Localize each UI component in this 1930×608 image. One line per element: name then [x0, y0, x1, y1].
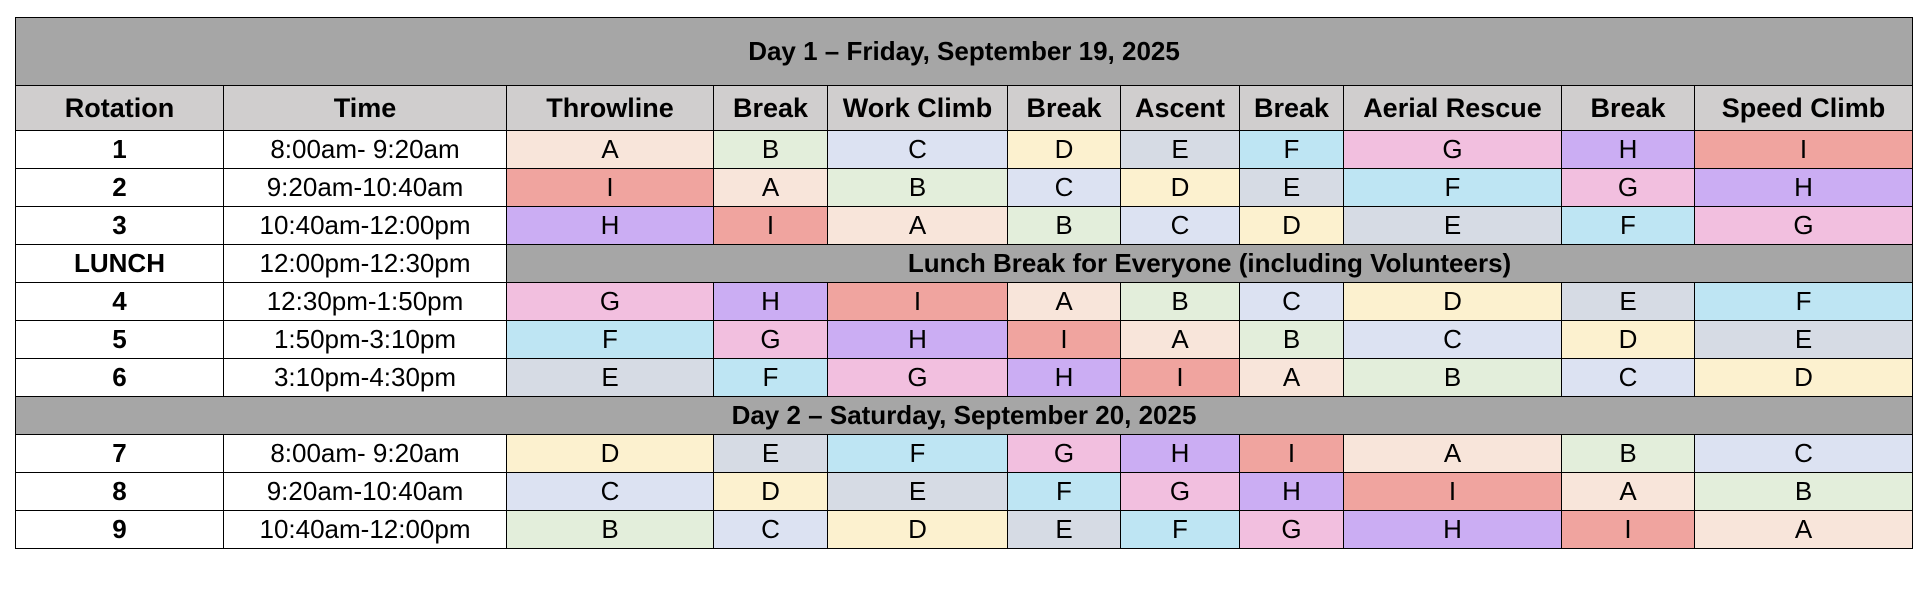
rotation-number: 6	[16, 359, 224, 397]
group-cell: I	[828, 283, 1008, 321]
group-cell: I	[1562, 511, 1695, 549]
group-cell: A	[507, 131, 714, 169]
group-cell: B	[1240, 321, 1344, 359]
header-rotation: Rotation	[16, 86, 224, 131]
rotation-row	[16, 283, 1913, 321]
header-aerial-rescue: Aerial Rescue	[1344, 86, 1562, 131]
group-cell: C	[1695, 435, 1913, 473]
group-cell: F	[828, 435, 1008, 473]
rotation-time: 9:20am-10:40am	[224, 473, 507, 511]
group-cell: G	[714, 321, 828, 359]
group-cell: H	[1008, 359, 1121, 397]
rotation-row	[16, 359, 1913, 397]
group-cell: G	[1562, 169, 1695, 207]
rotation-time: 1:50pm-3:10pm	[224, 321, 507, 359]
group-cell: D	[1240, 207, 1344, 245]
rotation-number: 9	[16, 511, 224, 549]
group-cell: G	[1344, 131, 1562, 169]
rotation-row	[16, 207, 1913, 245]
rotation-time: 3:10pm-4:30pm	[224, 359, 507, 397]
group-cell: G	[1695, 207, 1913, 245]
header-row	[16, 86, 1913, 131]
day2-title: Day 2 – Saturday, September 20, 2025	[16, 397, 1913, 435]
group-cell: H	[1240, 473, 1344, 511]
group-cell: D	[1562, 321, 1695, 359]
day1-title: Day 1 – Friday, September 19, 2025	[16, 18, 1913, 86]
group-cell: A	[1695, 511, 1913, 549]
group-cell: H	[507, 207, 714, 245]
header-time: Time	[224, 86, 507, 131]
rotation-time: 12:30pm-1:50pm	[224, 283, 507, 321]
group-cell: C	[1240, 283, 1344, 321]
rotation-number: 8	[16, 473, 224, 511]
group-cell: H	[828, 321, 1008, 359]
group-cell: B	[828, 169, 1008, 207]
rotation-number: 5	[16, 321, 224, 359]
group-cell: A	[714, 169, 828, 207]
group-cell: B	[1695, 473, 1913, 511]
group-cell: E	[507, 359, 714, 397]
day1-banner-row	[16, 18, 1913, 86]
group-cell: A	[828, 207, 1008, 245]
lunch-label: LUNCH	[16, 245, 224, 283]
header-break-3: Break	[1240, 86, 1344, 131]
group-cell: I	[1695, 131, 1913, 169]
group-cell: F	[1121, 511, 1240, 549]
group-cell: F	[507, 321, 714, 359]
group-cell: G	[507, 283, 714, 321]
group-cell: A	[1008, 283, 1121, 321]
group-cell: F	[714, 359, 828, 397]
group-cell: C	[1008, 169, 1121, 207]
group-cell: E	[1562, 283, 1695, 321]
group-cell: H	[714, 283, 828, 321]
group-cell: B	[714, 131, 828, 169]
group-cell: C	[1562, 359, 1695, 397]
group-cell: I	[507, 169, 714, 207]
group-cell: E	[828, 473, 1008, 511]
header-throwline: Throwline	[507, 86, 714, 131]
rotation-row	[16, 131, 1913, 169]
group-cell: B	[1008, 207, 1121, 245]
header-speed-climb: Speed Climb	[1695, 86, 1913, 131]
rotation-time: 10:40am-12:00pm	[224, 207, 507, 245]
group-cell: A	[1344, 435, 1562, 473]
rotation-row	[16, 511, 1913, 549]
group-cell: G	[1240, 511, 1344, 549]
rotation-time: 10:40am-12:00pm	[224, 511, 507, 549]
group-cell: C	[1344, 321, 1562, 359]
rotation-number: 4	[16, 283, 224, 321]
header-break-2: Break	[1008, 86, 1121, 131]
group-cell: I	[1344, 473, 1562, 511]
rotation-row	[16, 473, 1913, 511]
rotation-time: 8:00am- 9:20am	[224, 435, 507, 473]
group-cell: E	[714, 435, 828, 473]
group-cell: D	[1121, 169, 1240, 207]
group-cell: D	[1344, 283, 1562, 321]
rotation-number: 1	[16, 131, 224, 169]
group-cell: D	[507, 435, 714, 473]
group-cell: B	[507, 511, 714, 549]
group-cell: D	[714, 473, 828, 511]
group-cell: G	[1008, 435, 1121, 473]
group-cell: H	[1344, 511, 1562, 549]
group-cell: E	[1240, 169, 1344, 207]
group-cell: G	[1121, 473, 1240, 511]
rotation-row	[16, 435, 1913, 473]
rotation-row	[16, 321, 1913, 359]
group-cell: I	[1008, 321, 1121, 359]
group-cell: I	[1121, 359, 1240, 397]
header-break-1: Break	[714, 86, 828, 131]
header-work-climb: Work Climb	[828, 86, 1008, 131]
group-cell: F	[1695, 283, 1913, 321]
group-cell: E	[1121, 131, 1240, 169]
group-cell: E	[1344, 207, 1562, 245]
group-cell: B	[1344, 359, 1562, 397]
group-cell: I	[714, 207, 828, 245]
group-cell: H	[1121, 435, 1240, 473]
rotation-number: 3	[16, 207, 224, 245]
group-cell: C	[714, 511, 828, 549]
header-break-4: Break	[1562, 86, 1695, 131]
rotation-row	[16, 169, 1913, 207]
group-cell: C	[1121, 207, 1240, 245]
rotation-time: 9:20am-10:40am	[224, 169, 507, 207]
group-cell: F	[1562, 207, 1695, 245]
header-ascent: Ascent	[1121, 86, 1240, 131]
group-cell: F	[1240, 131, 1344, 169]
group-cell: D	[828, 511, 1008, 549]
group-cell: I	[1240, 435, 1344, 473]
rotation-number: 7	[16, 435, 224, 473]
group-cell: A	[1121, 321, 1240, 359]
group-cell: F	[1344, 169, 1562, 207]
group-cell: A	[1240, 359, 1344, 397]
group-cell: C	[828, 131, 1008, 169]
group-cell: D	[1008, 131, 1121, 169]
rotation-time: 8:00am- 9:20am	[224, 131, 507, 169]
group-cell: B	[1562, 435, 1695, 473]
group-cell: G	[828, 359, 1008, 397]
group-cell: E	[1695, 321, 1913, 359]
day2-banner-row	[16, 397, 1913, 435]
lunch-time: 12:00pm-12:30pm	[224, 245, 507, 283]
group-cell: H	[1562, 131, 1695, 169]
group-cell: H	[1695, 169, 1913, 207]
group-cell: C	[507, 473, 714, 511]
lunch-row	[16, 245, 1913, 283]
lunch-message: Lunch Break for Everyone (including Volunteers)	[507, 245, 1913, 283]
group-cell: A	[1562, 473, 1695, 511]
group-cell: F	[1008, 473, 1121, 511]
rotation-schedule-table	[15, 17, 1913, 549]
group-cell: B	[1121, 283, 1240, 321]
group-cell: D	[1695, 359, 1913, 397]
group-cell: E	[1008, 511, 1121, 549]
rotation-number: 2	[16, 169, 224, 207]
